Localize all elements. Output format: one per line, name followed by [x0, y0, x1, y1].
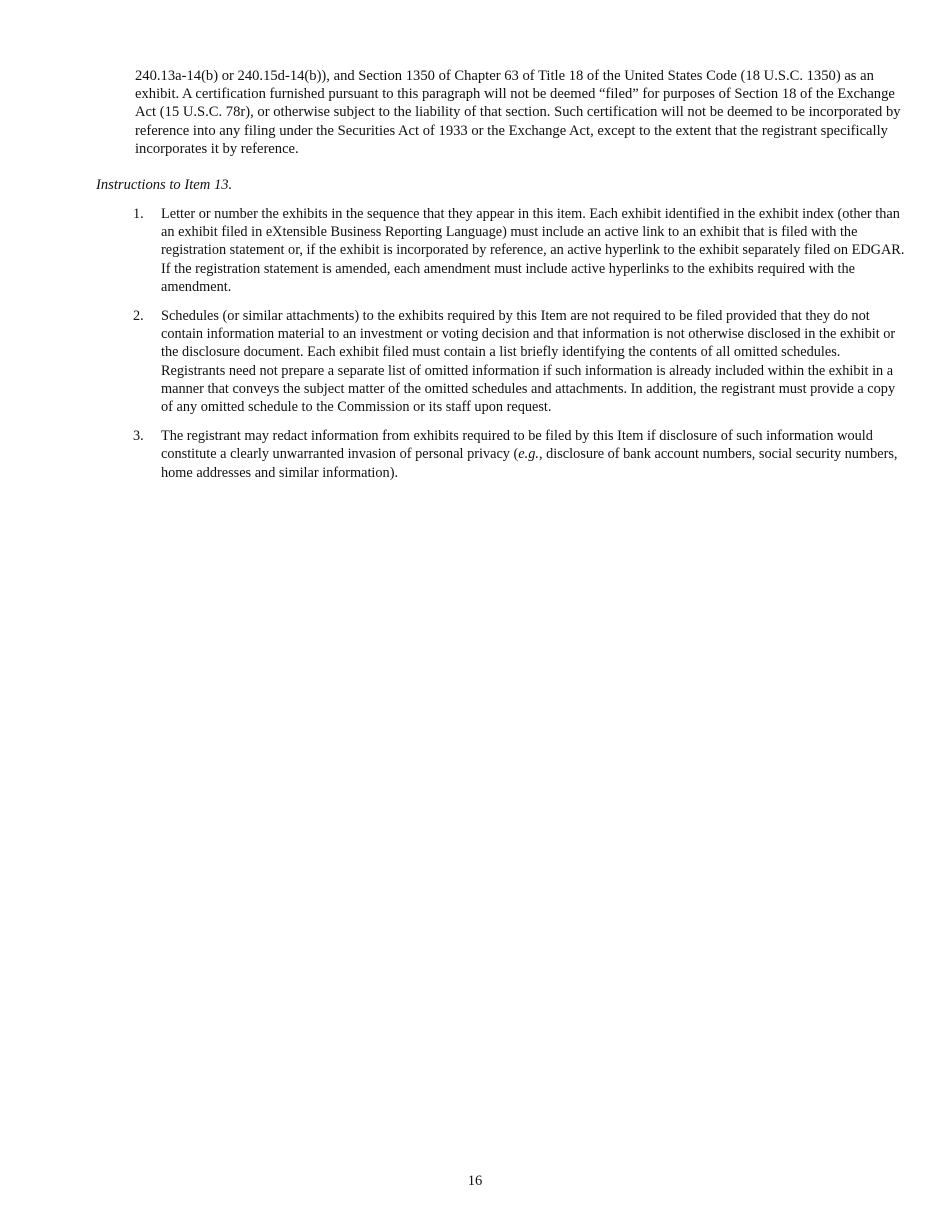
instructions-list [96, 205, 907, 493]
instruction-number: 1. [133, 206, 144, 222]
instruction-number: 3. [133, 428, 144, 445]
instruction-text-start: The registrant may redact information from exhibits required to be filed by this Item if disclosure of such information would constitute a clearly unwarranted invasion of personal privacy ( [161, 428, 873, 463]
instruction-item-1 [96, 205, 907, 296]
instruction-item-3 [96, 427, 907, 482]
instruction-text-italic: e.g. [518, 446, 539, 463]
instruction-text: Letter or number the exhibits in the sequence that they appear in this item. Each exhibit identified in the exhibit index (other than an exhibit filed in eXtensible Business Reporting Language) must include an active link to an exhibit that is filed with the registration statement or, if the exhibit is incorporated by reference, an active hyperlink to the exhibit separately filed on EDGAR. If the registration statement is amended, each amendment must include active hyperlinks to the exhibits required with the amendment. [161, 206, 905, 295]
page-number: 16 [467, 1173, 483, 1189]
intro-paragraph: 240.13a-14(b) or 240.15d-14(b)), and Section 1350 of Chapter 63 of Title 18 of the United States Code (18 U.S.C. 1350) as an exhibit. A certification furnished pursuant to this paragraph will not be deemed “filed” for purposes of Section 18 of the Exchange Act (15 U.S.C. 78r), or otherwise subject to the liability of that section. Such certification will not be deemed to be incorporated by reference into any filing under the Securities Act of 1933 or the Exchange Act, except to the extent that the registrant specifically incorporates it by reference. [135, 68, 901, 157]
instructions-heading: Instructions to Item 13. [96, 177, 233, 193]
instruction-text-end: , disclosure of bank account numbers, social security numbers, home addresses and similar information). [161, 446, 898, 481]
instruction-item-2 [96, 307, 907, 416]
instruction-text: Schedules (or similar attachments) to the exhibits required by this Item are not required to be filed provided that they do not contain information material to an investment or voting decision and that information is not otherwise disclosed in the exhibit or the disclosure document. Each exhibit filed must contain a list briefly identifying the contents of all omitted schedules. Registrants need not prepare a separate list of omitted information if such information is already included within the exhibit in a manner that conveys the subject matter of the omitted schedules and attachments. In addition, the registrant must provide a copy of any omitted schedule to the Commission or its staff upon request. [161, 308, 896, 416]
instruction-number: 2. [133, 308, 144, 325]
